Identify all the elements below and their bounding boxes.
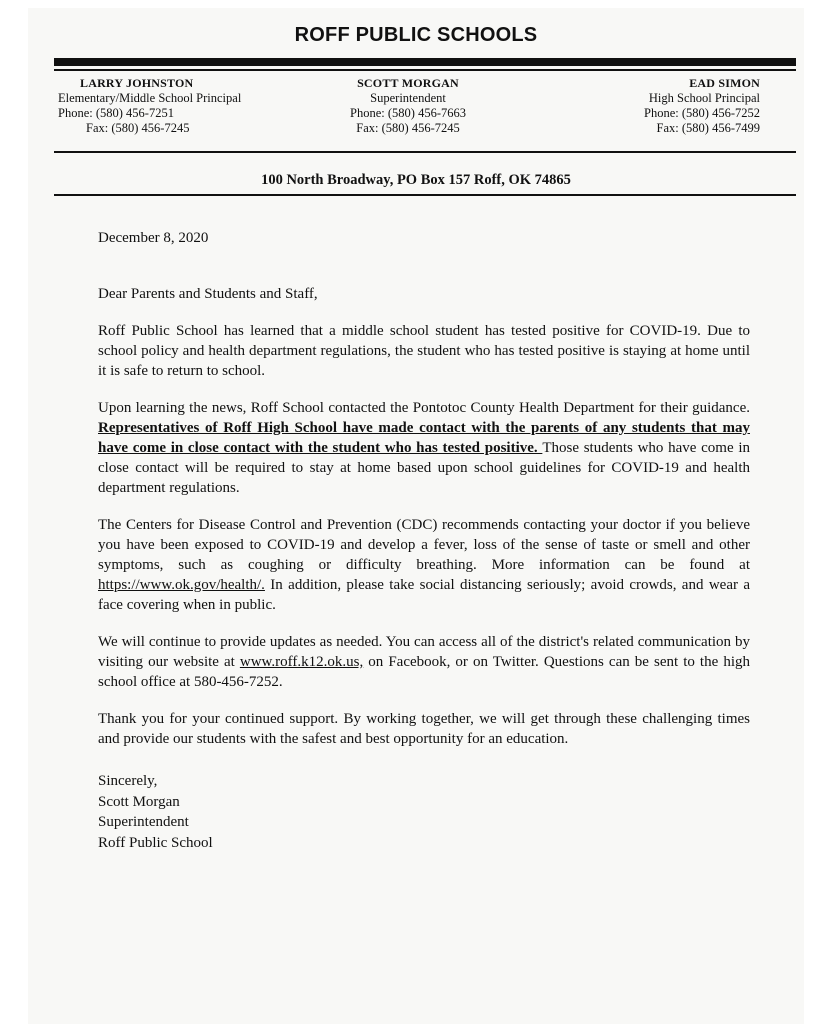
letter-body — [98, 228, 750, 853]
district-website-link[interactable]: www.roff.k12.ok.us, — [239, 654, 364, 670]
letterhead-title: ROFF PUBLIC SCHOOLS — [294, 24, 538, 46]
staff-phone: Phone: (580) 456-7251 — [58, 106, 174, 120]
staff-block-superintendent — [328, 76, 488, 136]
staff-name: EAD SIMON — [689, 76, 760, 90]
staff-role: High School Principal — [648, 91, 760, 105]
header-rule-bottom — [54, 194, 796, 196]
staff-block-high-school-principal — [644, 76, 760, 136]
health-link[interactable]: https://www.ok.gov/health/. — [98, 577, 265, 593]
signature-block — [98, 771, 750, 853]
staff-block-elementary-principal — [58, 76, 241, 136]
paragraph-4-text-b: on Facebook, or on Twitter. Questions can be sent to the high school office at 580-456-7252. — [98, 654, 750, 690]
paragraph-4 — [98, 632, 750, 692]
school-address: 100 North Broadway, PO Box 157 Roff, OK 74865 — [261, 172, 571, 188]
paragraph-3 — [98, 515, 750, 615]
paragraph-4-text-a: We will continue to provide updates as needed. You can access all of the district's related communication by visiting our website at — [98, 634, 750, 670]
header-rule-middle — [54, 151, 796, 153]
paragraph-2-text-b: Those students who have come in close contact will be required to stay at home based upon school guidelines for COVID-19 and health department regulations. — [98, 440, 751, 496]
paragraph-2-text-a: Upon learning the news, Roff School contacted the Pontotoc County Health Department for their guidance. — [98, 400, 750, 416]
paragraph-1: Roff Public School has learned that a middle school student has tested positive for COVID-19. Due to school policy and health department regulations, the student who has tested positive is staying at home until it is safe to return to school. — [98, 323, 750, 379]
paragraph-2-emphasis: Representatives of Roff High School have made contact with the parents of any students that may have come in close contact with the student who has tested positive. — [98, 420, 750, 456]
staff-phone: Phone: (580) 456-7252 — [644, 106, 760, 120]
paragraph-3-text-b: In addition, please take social distancing seriously; avoid crowds, and wear a face covering when in public. — [98, 577, 750, 613]
header-rule-top-thin — [54, 69, 796, 71]
staff-fax: Fax: (580) 456-7245 — [86, 121, 190, 135]
salutation: Dear Parents and Students and Staff, — [98, 286, 318, 302]
staff-name: SCOTT MORGAN — [357, 76, 459, 90]
staff-phone: Phone: (580) 456-7663 — [350, 106, 466, 120]
staff-fax: Fax: (580) 456-7499 — [656, 121, 760, 135]
staff-fax: Fax: (580) 456-7245 — [356, 121, 460, 135]
closing: Sincerely, — [98, 773, 158, 789]
signer-name: Scott Morgan — [98, 793, 180, 810]
staff-name: LARRY JOHNSTON — [80, 76, 194, 90]
paragraph-3-text-a: The Centers for Disease Control and Prevention (CDC) recommends contacting your doctor if you believe you have been exposed to COVID-19 and develop a fever, loss of the sense of taste or smell and other symptoms, such as coughing or difficulty breathing. More information can be found at — [98, 517, 750, 573]
header-rule-top — [54, 58, 796, 66]
paragraph-5: Thank you for your continued support. By working together, we will get through these challenging times and provide our students with the safest and best opportunity for an education. — [98, 711, 750, 747]
signer-title: Superintendent — [98, 814, 189, 830]
paragraph-2 — [98, 398, 750, 498]
staff-role: Superintendent — [370, 91, 446, 105]
letter-page — [28, 8, 804, 1024]
letter-date: December 8, 2020 — [98, 230, 209, 246]
signer-organization: Roff Public School — [98, 834, 213, 851]
staff-role: Elementary/Middle School Principal — [58, 91, 242, 105]
